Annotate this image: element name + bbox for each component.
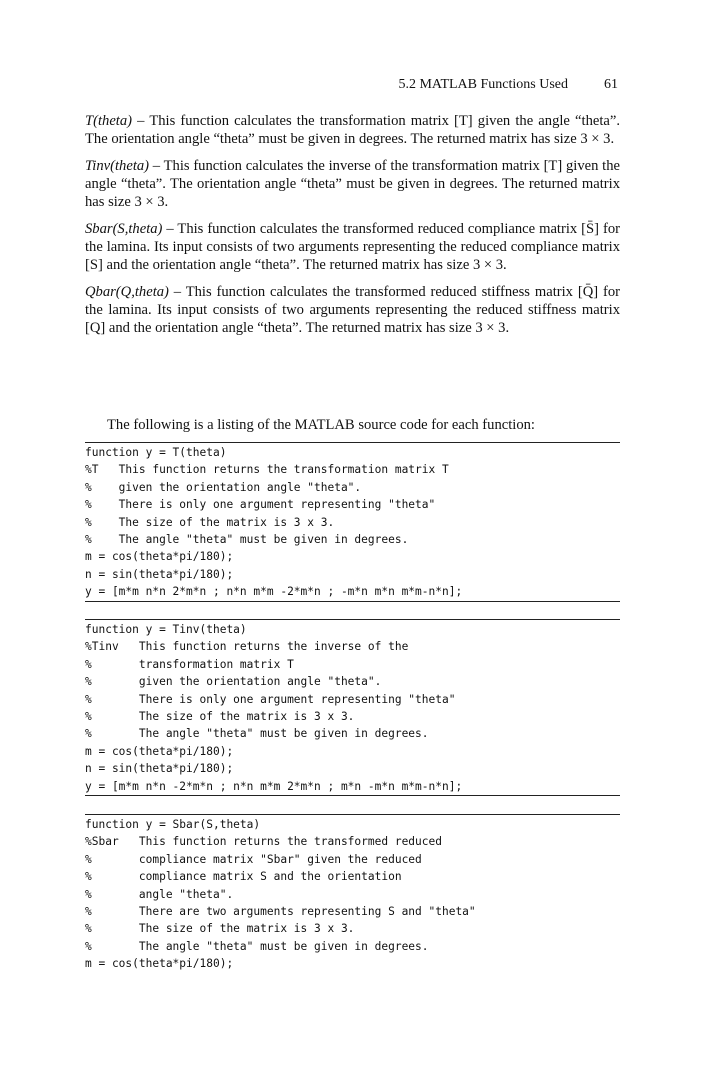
code-line: % The size of the matrix is 3 x 3. (85, 922, 355, 936)
code-line: y = [m*m n*n 2*m*n ; n*n m*m -2*m*n ; -m*n m*n m*m-n*n]; (85, 585, 463, 599)
code-line: % compliance matrix "Sbar" given the reduced (85, 852, 422, 866)
page-number: 61 (604, 77, 618, 92)
description-text: – This function calculates the transformation matrix [T] given the angle “theta”. The orientation angle “theta” must be given in degrees. The returned matrix has size 3 × 3. (85, 113, 620, 147)
code-line: % transformation matrix T (85, 657, 294, 671)
description-paragraph (85, 220, 620, 274)
function-name: Qbar(Q,theta) (85, 284, 169, 300)
function-name: Tinv(theta) (85, 158, 150, 174)
description-text: – This function calculates the transformed reduced compliance matrix [S̄] for the lamina. Its input consists of two arguments representing the reduced compliance matrix [S] and the orientation angle “theta”. The returned matrix has size 3 × 3. (85, 221, 620, 273)
code-line: % The angle "theta" must be given in degrees. (85, 533, 409, 547)
listing-intro: The following is a listing of the MATLAB source code for each function: (107, 417, 535, 433)
code-line: % There is only one argument representing "theta" (85, 692, 456, 706)
code-line: % The size of the matrix is 3 x 3. (85, 515, 335, 529)
code-line: % The size of the matrix is 3 x 3. (85, 710, 355, 724)
code-listing-Sbar (85, 814, 620, 973)
code-text (85, 443, 620, 601)
code-listing-Tinv (85, 619, 620, 796)
code-text (85, 620, 620, 795)
description-paragraph (85, 157, 620, 211)
description-text: – This function calculates the inverse of the transformation matrix [T] given the angle “theta”. The orientation angle “theta” must be given in degrees. The returned matrix has size 3 × 3. (85, 158, 620, 210)
code-line: % compliance matrix S and the orientation (85, 870, 402, 884)
code-line: m = cos(theta*pi/180); (85, 957, 234, 971)
code-line: m = cos(theta*pi/180); (85, 550, 234, 564)
code-line: % given the orientation angle "theta". (85, 480, 362, 494)
running-header (398, 77, 618, 95)
function-name: T(theta) (85, 113, 133, 129)
description-text: – This function calculates the transformed reduced stiffness matrix [Q̄] for the lamina. Its input consists of two arguments representing the reduced stiffness matrix [Q] and the orientation angle “theta”. The returned matrix has size 3 × 3. (85, 284, 620, 336)
code-line: %Sbar This function returns the transformed reduced (85, 835, 442, 849)
code-line: function y = Sbar(S,theta) (85, 818, 261, 831)
code-line: % The angle "theta" must be given in degrees. (85, 727, 429, 741)
code-listing-T (85, 442, 620, 602)
code-line: % The angle "theta" must be given in degrees. (85, 939, 429, 953)
section-title: 5.2 MATLAB Functions Used (398, 77, 568, 92)
code-line: y = [m*m n*n -2*m*n ; n*n m*m 2*m*n ; m*n -m*n m*m-n*n]; (85, 779, 463, 793)
code-line: % angle "theta". (85, 887, 234, 901)
code-line: %Tinv This function returns the inverse of the (85, 640, 409, 654)
function-descriptions (85, 112, 620, 346)
description-paragraph (85, 112, 620, 148)
code-line: % given the orientation angle "theta". (85, 675, 382, 689)
code-line: %T This function returns the transformation matrix T (85, 463, 449, 477)
code-line: function y = T(theta) (85, 446, 227, 459)
code-line: % There are two arguments representing S and "theta" (85, 905, 476, 919)
code-line: n = sin(theta*pi/180); (85, 762, 234, 776)
function-name: Sbar(S,theta) (85, 221, 163, 237)
code-line: m = cos(theta*pi/180); (85, 744, 234, 758)
code-line: % There is only one argument representing "theta" (85, 498, 436, 512)
code-text (85, 815, 620, 973)
description-paragraph (85, 283, 620, 337)
code-line: function y = Tinv(theta) (85, 623, 247, 636)
code-line: n = sin(theta*pi/180); (85, 567, 234, 581)
